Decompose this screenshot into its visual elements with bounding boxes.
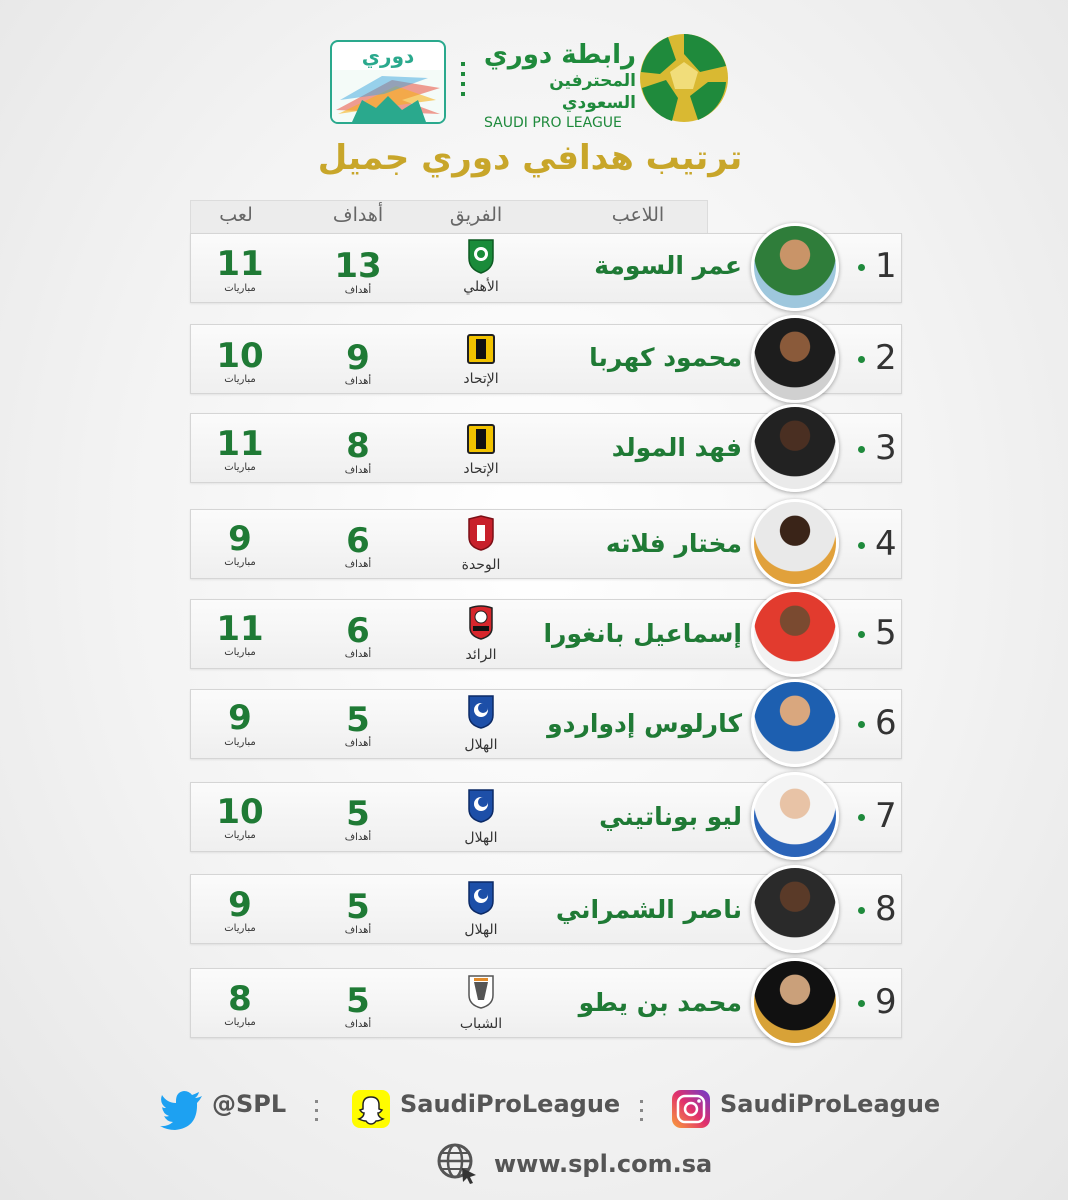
goals-label: أهداف: [344, 1019, 372, 1030]
matches-value: 10: [216, 336, 264, 376]
rank-bullet-icon: [858, 264, 865, 271]
matches-label: مباريات: [224, 647, 256, 658]
rank-bullet-icon: [858, 542, 865, 549]
goals-value: 6: [346, 521, 370, 561]
rank-number: 9: [858, 982, 928, 1022]
al-hilal-crest-icon: [466, 693, 496, 729]
matches-label: مباريات: [224, 737, 256, 748]
al-shabab-crest-icon: [466, 973, 496, 1009]
column-header-team: الفريق: [449, 204, 503, 226]
org-name-line2: المحترفين السعودي: [549, 71, 636, 113]
matches-label: مباريات: [224, 923, 256, 934]
team-name: الإتحاد: [463, 371, 499, 387]
player-name: محمود كهربا: [589, 343, 742, 372]
goals-label: أهداف: [344, 925, 372, 936]
matches-value: 11: [216, 424, 264, 464]
footer-divider: [315, 1100, 318, 1126]
al-hilal-crest-icon: [466, 879, 496, 915]
matches-value: 11: [216, 609, 264, 649]
player-name: ليو بوناتيني: [599, 802, 742, 831]
league-badge-text: دوري: [361, 44, 415, 68]
player-name: إسماعيل بانغورا: [543, 619, 742, 648]
rank-bullet-icon: [858, 814, 865, 821]
rank-bullet-icon: [858, 631, 865, 638]
instagram-icon[interactable]: [672, 1090, 710, 1128]
matches-value: 8: [228, 979, 252, 1019]
player-avatar: [751, 404, 839, 492]
goals-value: 13: [334, 246, 382, 286]
column-header-player: اللاعب: [611, 204, 665, 226]
matches-value: 9: [228, 519, 252, 559]
spl-wordmark: [476, 40, 636, 132]
player-avatar: [751, 679, 839, 767]
goals-value: 5: [346, 700, 370, 740]
goals-value: 5: [346, 887, 370, 927]
rank-number: 1: [858, 246, 928, 286]
player-name: مختار فلاته: [605, 529, 742, 558]
page-title: ترتيب هدافي دوري جميل: [317, 138, 743, 178]
header-divider: [461, 62, 465, 102]
team-name: الشباب: [459, 1016, 503, 1032]
goals-value: 6: [346, 611, 370, 651]
team-name: الهلال: [464, 737, 498, 753]
al-raed-crest-icon: [466, 604, 496, 640]
matches-value: 9: [228, 698, 252, 738]
footer-divider: [640, 1100, 643, 1126]
twitter-icon[interactable]: [160, 1090, 204, 1130]
team-name: الهلال: [464, 830, 498, 846]
org-name-line1: رابطة دوري: [483, 40, 636, 70]
column-header-played: لعب: [219, 204, 253, 226]
team-name: الرائد: [465, 647, 497, 663]
goals-value: 5: [346, 981, 370, 1021]
matches-label: مباريات: [224, 283, 256, 294]
column-header-goals: أهداف: [332, 204, 384, 226]
goals-label: أهداف: [344, 738, 372, 749]
matches-label: مباريات: [224, 374, 256, 385]
rank-number: 8: [858, 889, 928, 929]
website-link[interactable]: www.spl.com.sa: [494, 1150, 713, 1178]
rank-bullet-icon: [858, 446, 865, 453]
goals-value: 8: [346, 426, 370, 466]
rank-number: 4: [858, 524, 928, 564]
spl-ball-logo-icon: [638, 32, 730, 124]
goals-value: 5: [346, 794, 370, 834]
league-badge-art: [332, 70, 444, 122]
al-wehda-crest-icon: [466, 515, 496, 551]
player-name: عمر السومة: [594, 251, 742, 280]
goals-label: أهداف: [344, 465, 372, 476]
dawri-jameel-logo: [330, 40, 446, 124]
matches-label: مباريات: [224, 462, 256, 473]
player-avatar: [751, 315, 839, 403]
rank-bullet-icon: [858, 356, 865, 363]
al-ahli-crest-icon: [466, 238, 496, 274]
snapchat-handle[interactable]: SaudiProLeague: [400, 1090, 621, 1118]
rank-bullet-icon: [858, 721, 865, 728]
matches-label: مباريات: [224, 830, 256, 841]
player-avatar: [751, 499, 839, 587]
team-name: الأهلي: [463, 279, 499, 295]
rank-number: 6: [858, 703, 928, 743]
player-avatar: [751, 865, 839, 953]
globe-icon: [436, 1142, 478, 1184]
goals-label: أهداف: [344, 832, 372, 843]
player-name: محمد بن يطو: [578, 988, 742, 1017]
rank-number: 5: [858, 613, 928, 653]
al-ittihad-crest-icon: [466, 421, 496, 457]
org-name-english: SAUDI PRO LEAGUE: [484, 115, 622, 131]
team-name: الإتحاد: [463, 461, 499, 477]
matches-value: 11: [216, 244, 264, 284]
goals-label: أهداف: [344, 649, 372, 660]
goals-label: أهداف: [344, 285, 372, 296]
player-name: ناصر الشمراني: [555, 895, 742, 924]
matches-label: مباريات: [224, 1017, 256, 1028]
goals-label: أهداف: [344, 376, 372, 387]
rank-number: 7: [858, 796, 928, 836]
team-name: الوحدة: [461, 557, 501, 573]
goals-value: 9: [346, 338, 370, 378]
twitter-handle[interactable]: @SPL: [212, 1090, 287, 1118]
player-avatar: [751, 958, 839, 1046]
rank-number: 2: [858, 338, 928, 378]
player-avatar: [751, 223, 839, 311]
matches-value: 9: [228, 885, 252, 925]
instagram-handle[interactable]: SaudiProLeague: [720, 1090, 941, 1118]
rank-number: 3: [858, 428, 928, 468]
al-ittihad-crest-icon: [466, 331, 496, 367]
matches-value: 10: [216, 792, 264, 832]
team-name: الهلال: [464, 922, 498, 938]
rank-bullet-icon: [858, 907, 865, 914]
matches-label: مباريات: [224, 557, 256, 568]
player-avatar: [751, 589, 839, 677]
player-avatar: [751, 772, 839, 860]
snapchat-icon[interactable]: [352, 1090, 390, 1128]
al-hilal-crest-icon: [466, 787, 496, 823]
rank-bullet-icon: [858, 1000, 865, 1007]
player-name: فهد المولد: [611, 433, 742, 462]
player-name: كارلوس إدواردو: [547, 709, 742, 738]
goals-label: أهداف: [344, 559, 372, 570]
